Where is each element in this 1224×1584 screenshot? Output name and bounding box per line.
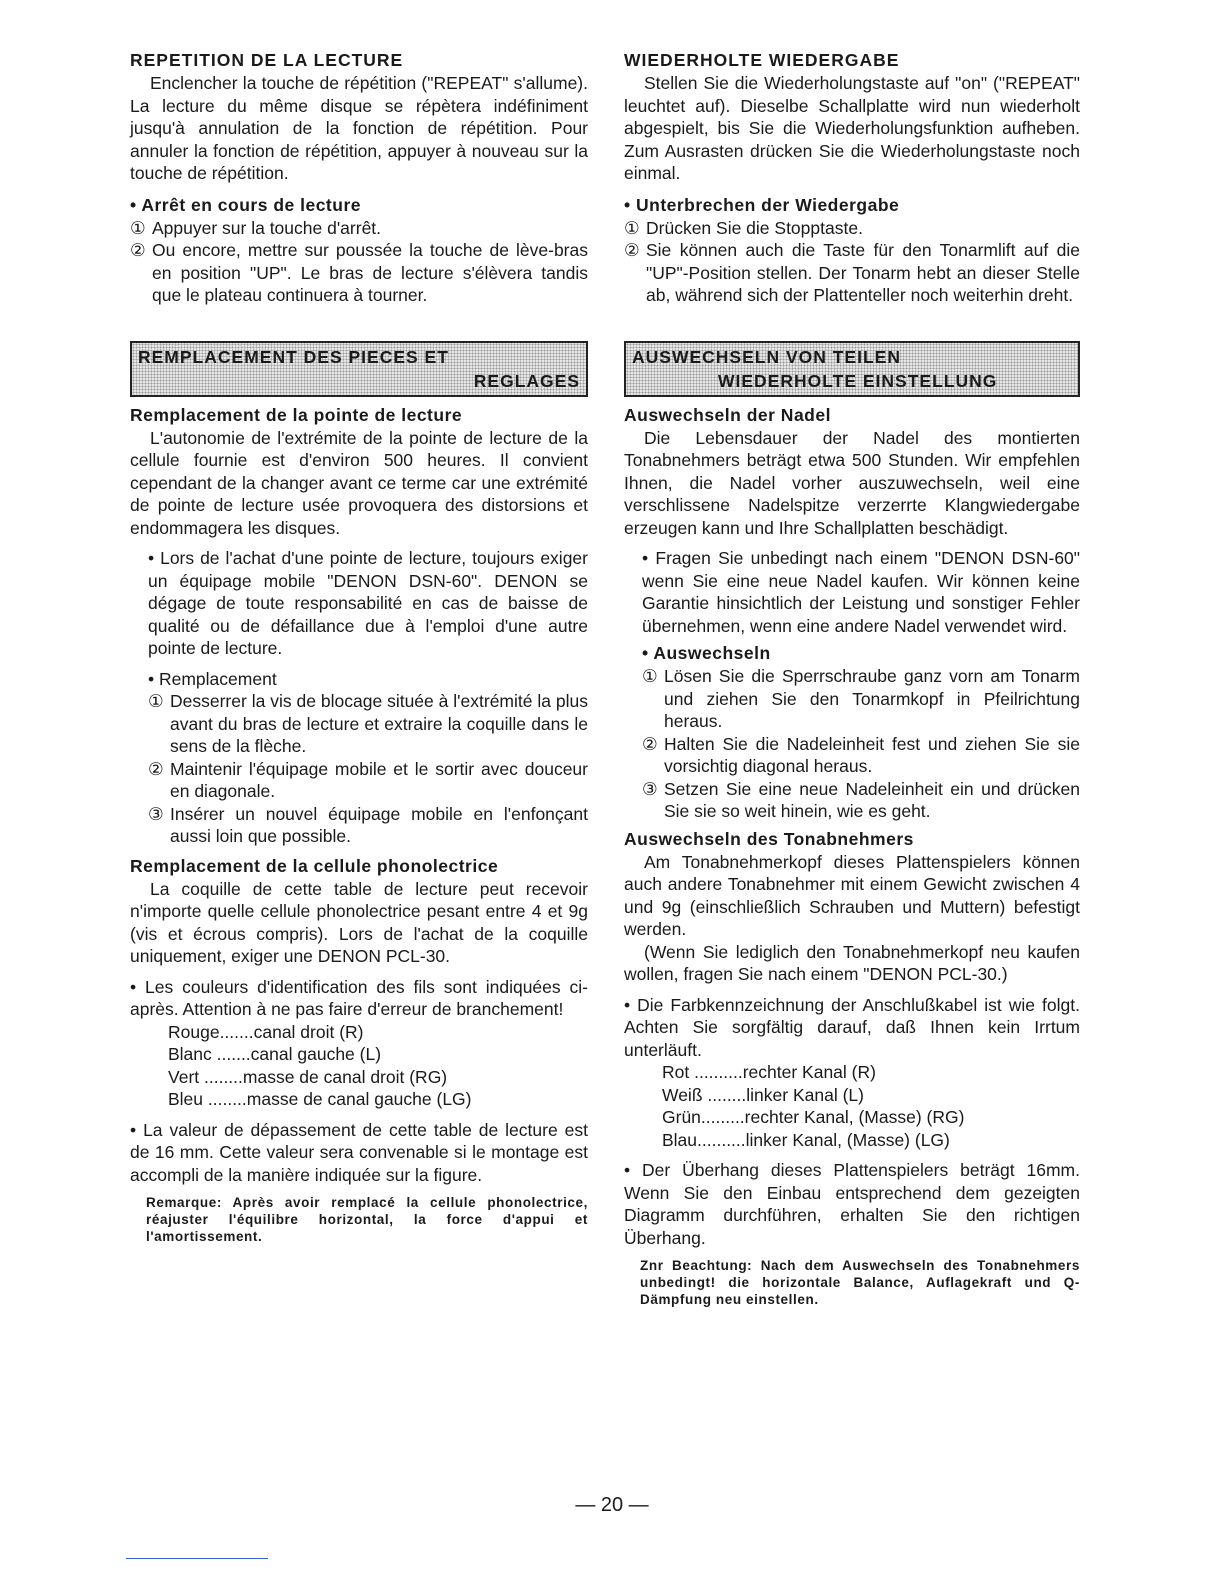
repeat-heading-fr: REPETITION DE LA LECTURE xyxy=(130,50,404,70)
stylus-text-fr: L'autonomie de l'extrémite de la pointe de lecture de la cellule fournie est d'environ 500 heures. Il convient cependant de la changer avant ce terme car une extrémité de pointe de lecture usée provoquera des distorsions et endommagera les disques. xyxy=(130,427,588,538)
note-label-fr: Remarque: xyxy=(146,1195,222,1210)
repeat-text-fr: Enclencher la touche de répétition ("REPEAT" s'allume). La lecture du même disque se répètera indéfiniment jusqu'à annulation de la fonction de répétition. Pour annuler la fonction de répétition, appuyer à nouveau sur la touche de répétition. xyxy=(130,73,588,183)
color-row-red-de: Rot ..........rechter Kanal (R) xyxy=(662,1062,876,1082)
wire-colors-fr xyxy=(130,1021,588,1111)
section-box-de xyxy=(624,341,1080,397)
color-row-white-de: Weiß ........linker Kanal (L) xyxy=(662,1084,864,1105)
replace-step-1-de: ① Lösen Sie die Sperrschraube ganz vorn am Tonarm und ziehen Sie den Tonarmkopf in Pfeilrichtung heraus. xyxy=(642,666,1080,731)
repeat-heading-de: WIEDERHOLTE WIEDERGABE xyxy=(624,50,900,70)
stylus-bullet-de: • Fragen Sie unbedingt nach einem "DENON DSN-60" wenn Sie eine neue Nadel kaufen. Wir können keine Garantie hinsichtlich der Leistung und sonstiger Fehler übernehmen, wenn eine andere Nadel verwendet wird. xyxy=(642,548,1080,636)
box-line-1-fr: REMPLACEMENT DES PIECES ET xyxy=(138,346,449,367)
stop-heading-de: • Unterbrechen der Wiedergabe xyxy=(624,194,900,215)
box-line-1-de: AUSWECHSELN VON TEILEN xyxy=(632,346,901,367)
french-column xyxy=(130,48,588,1245)
box-line-2-fr: REGLAGES xyxy=(473,370,580,391)
stylus-bullet-fr: • Lors de l'achat d'une pointe de lecture, toujours exiger un équipage mobile "DENON DSN-60". DENON se dégage de toute responsabilité en cas de baisse de qualité ou de défaillance due à l'emploi d'une autre pointe de lecture. xyxy=(148,548,588,658)
color-row-green-fr: Vert ........masse de canal droit (RG) xyxy=(168,1066,448,1087)
color-row-blue-de: Blau..........linker Kanal, (Masse) (LG) xyxy=(662,1129,950,1150)
replace-heading-fr: • Remplacement xyxy=(148,668,277,689)
colors-intro-de: • Die Farbkennzeichnung der Anschlußkabel ist wie folgt. Achten Sie sorgfältig darauf, daß Ihnen kein Irrtum unterläuft. xyxy=(624,994,1080,1060)
stop-step-2-fr: ② Ou encore, mettre sur poussée la touche de lève-bras en position "UP". Le bras de lecture s'élèvera tandis que le plateau continuera à tourner. xyxy=(130,240,588,305)
note-de xyxy=(624,1257,1080,1308)
replace-step-3-de: ③ Setzen Sie eine neue Nadeleinheit ein und drücken Sie sie so weit hinein, wie es geht. xyxy=(642,778,1080,821)
cartridge-heading-fr: Remplacement de la cellule phonolectrice xyxy=(130,855,499,876)
color-row-blue-fr: Bleu ........masse de canal gauche (LG) xyxy=(168,1089,472,1109)
overhang-text-fr: • La valeur de dépassement de cette table de lecture est de 16 mm. Cette valeur sera convenable si le montage est accompli de la manière indiquée sur la figure. xyxy=(130,1119,588,1185)
stop-step-1-de: ① Drücken Sie die Stopptaste. xyxy=(624,217,863,238)
replace-step-2-fr: ② Maintenir l'équipage mobile et le sortir avec douceur en diagonale. xyxy=(148,758,588,801)
colors-intro-fr: • Les couleurs d'identification des fils sont indiquées ci-après. Attention à ne pas faire d'erreur de branchement! xyxy=(130,976,588,1019)
color-row-red-fr: Rouge.......canal droit (R) xyxy=(168,1021,364,1042)
note-label-de: Znr Beachtung: xyxy=(640,1258,753,1273)
overhang-text-de: • Der Überhang dieses Plattenspielers beträgt 16mm. Wenn Sie den Einbau entsprechend dem gezeigten Diagramm durchführen, erhalten Sie den richtigen Überhang. xyxy=(624,1160,1080,1248)
stylus-text-de: Die Lebensdauer der Nadel des montierten Tonabnehmers beträgt etwa 500 Stunden. Wir empfehlen Ihnen, die Nadel vorher auszuwechseln, weil eine verschlissene Nadelspitze verzerrte Klangwiedergabe erzeugen kann und Ihre Schallplatten beschädigt. xyxy=(624,427,1080,538)
box-line-2-de: WIEDERHOLTE EINSTELLUNG xyxy=(718,370,998,391)
color-row-green-de: Grün.........rechter Kanal, (Masse) (RG) xyxy=(662,1107,965,1127)
link-underline xyxy=(126,1558,268,1559)
cartridge-heading-de: Auswechseln des Tonabnehmers xyxy=(624,828,914,849)
stop-step-2-de: ② Sie können auch die Taste für den Tonarmlift auf die "UP"-Position stellen. Der Tonarm hebt an dieser Stelle ab, während sich der Plattenteller noch weiterhin dreht. xyxy=(624,240,1080,305)
stop-step-1-fr: ① Appuyer sur la touche d'arrêt. xyxy=(130,217,382,238)
repeat-text-de: Stellen Sie die Wiederholungstaste auf "on" ("REPEAT" leuchtet auf). Dieselbe Schallplatte wird nun wiederholt abgespielt, bis Sie die Wiederholungsfunktion aufheben. Zum Ausrasten drücken Sie die Wiederholungstaste noch einmal. xyxy=(624,73,1080,183)
stylus-heading-de: Auswechseln der Nadel xyxy=(624,404,831,425)
page-number: — 20 — xyxy=(575,1494,649,1516)
note-text-fr: Après avoir remplacé la cellule phonolectrice, réajuster l'équilibre horizontal, la force d'appui et l'amortissement. xyxy=(146,1195,588,1244)
stylus-heading-fr: Remplacement de la pointe de lecture xyxy=(130,404,463,425)
cartridge-text-de: Am Tonabnehmerkopf dieses Plattenspielers können auch andere Tonabnehmer mit einem Gewicht zwischen 4 und 9g (einschließlich Schrauben und Muttern) befestigt werden. xyxy=(624,851,1080,939)
german-column xyxy=(624,48,1080,1308)
replace-step-2-de: ② Halten Sie die Nadeleinheit fest und ziehen Sie sie vorsichtig diagonal heraus. xyxy=(642,733,1080,776)
replace-heading-de: • Auswechseln xyxy=(642,643,771,663)
section-box-fr xyxy=(130,341,588,397)
replace-step-3-fr: ③ Insérer un nouvel équipage mobile en l'enfonçant aussi loin que possible. xyxy=(148,803,588,846)
stop-heading-fr: • Arrêt en cours de lecture xyxy=(130,194,361,215)
note-fr xyxy=(130,1194,588,1245)
wire-colors-de xyxy=(624,1061,1080,1151)
color-row-white-fr: Blanc .......canal gauche (L) xyxy=(168,1044,382,1064)
cartridge-text-fr: La coquille de cette table de lecture peut recevoir n'importe quelle cellule phonolectrice pesant entre 4 et 9g (vis et écrous compris). Lors de l'achat de la coquille uniquement, exiger une DENON PCL-30. xyxy=(130,878,588,966)
cartridge-text2-de: (Wenn Sie lediglich den Tonabnehmerkopf neu kaufen wollen, fragen Sie nach einem "DENON PCL-30.) xyxy=(624,941,1080,984)
replace-step-1-fr: ① Desserrer la vis de blocage située à l'extrémité la plus avant du bras de lecture et extraire la coquille dans le sens de la flèche. xyxy=(148,691,588,756)
note-text-de: Nach dem Auswechseln des Tonabnehmers unbedingt! die horizontale Balance, Auflagekraft und Q-Dämpfung neu einstellen. xyxy=(640,1258,1080,1307)
